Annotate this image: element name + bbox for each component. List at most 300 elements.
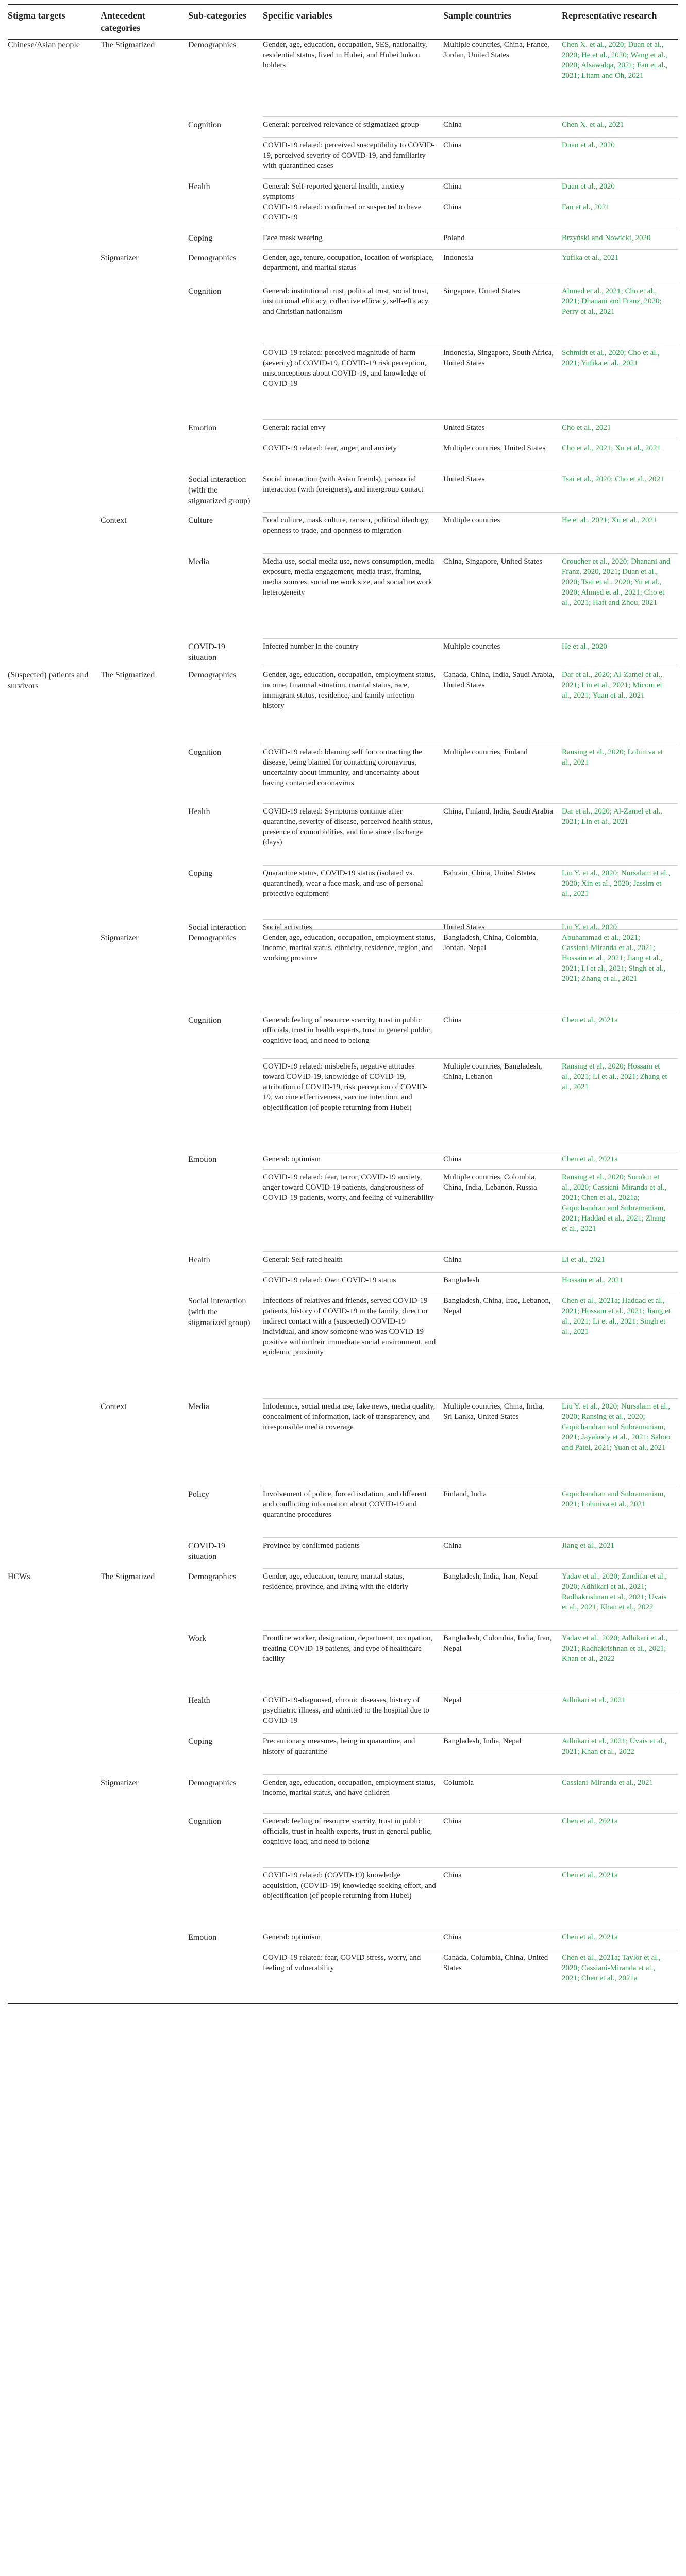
cell-antecedent-category [101,1870,188,1901]
header-sample-countries: Sample countries [443,10,512,21]
cell-representative-research[interactable]: Chen et al., 2021a; Haddad et al., 2021; Hossain et al., 2021; Jiang et al., 2021; Li et al., 2021; Singh et al., 2021 [562,1297,671,1336]
cell-sample-countries: Columbia [443,1778,474,1787]
cell-stigma-target [8,252,101,273]
cell-sample-countries: Bangladesh, India, Iran, Nepal [443,1572,538,1581]
cell-stigma-target [8,1296,101,1358]
row-divider [263,137,678,138]
cell-antecedent-category: Stigmatizer [101,1778,139,1787]
cell-specific-variables: Infected number in the country [263,642,359,651]
cell-specific-variables: COVID-19 related: Symptoms continue after quarantine, severity of disease, perceived health status, presence of comorbidities, and time since discharge (days) [263,807,433,846]
cell-antecedent-category [101,233,188,244]
row-divider [263,553,678,554]
cell-antecedent-category [101,922,188,933]
row-divider [263,1867,678,1868]
cell-sub-category: Social interaction (with the stigmatized group) [188,1297,250,1327]
cell-specific-variables: General: Self-rated health [263,1256,343,1264]
cell-stigma-target [8,1777,101,1798]
cell-antecedent-category: The Stigmatized [101,1572,155,1581]
cell-sample-countries: Indonesia, Singapore, South Africa, United States [443,349,554,367]
table-row [8,1489,678,1520]
cell-sub-category: Media [188,1402,209,1411]
cell-sub-category: Emotion [188,1933,217,1942]
cell-sub-category [188,1061,263,1113]
cell-sample-countries: Bahrain, China, United States [443,869,536,877]
table-row [8,1571,678,1613]
cell-sub-category [188,1172,263,1234]
cell-stigma-target: HCWs [8,1572,30,1581]
table-row [8,1540,678,1562]
cell-representative-research[interactable]: Chen et al., 2021a [562,1933,618,1941]
cell-stigma-target [8,233,101,244]
table-row [8,233,678,244]
cell-representative-research[interactable]: Duan et al., 2020 [562,141,615,149]
table-row [8,641,678,663]
cell-sample-countries: Finland, India [443,1490,487,1498]
table-row [8,443,678,453]
cell-stigma-target [8,120,101,130]
cell-sub-category: Cognition [188,1817,222,1826]
table-row [8,1061,678,1113]
cell-sub-category: Demographics [188,934,237,942]
cell-stigma-target [8,1953,101,1984]
cell-stigma-target [8,348,101,389]
cell-representative-research[interactable]: Tsai et al., 2020; Cho et al., 2021 [562,475,664,483]
cell-stigma-target [8,1870,101,1901]
cell-specific-variables: Precautionary measures, being in quarantine, and history of quarantine [263,1737,415,1756]
row-divider [263,116,678,117]
cell-specific-variables: Gender, age, education, occupation, SES, nationality, residential status, lived in Hubei, and Hubei hukou holders [263,41,427,70]
cell-stigma-target [8,1816,101,1847]
cell-sub-category: Social interaction [188,923,246,932]
cell-sub-category: Cognition [188,1016,222,1025]
cell-sub-category: Cognition [188,121,222,129]
cell-representative-research[interactable]: Chen et al., 2021a [562,1817,618,1825]
cell-sample-countries: China [443,1817,462,1825]
cell-stigma-target [8,1489,101,1520]
cell-specific-variables: General: feeling of resource scarcity, trust in public officials, trust in health experts, trust in general public, cognitive load, and need to belong [263,1817,432,1846]
cell-antecedent-category [101,1540,188,1562]
table-row [8,1401,678,1453]
cell-specific-variables: Gender, age, education, occupation, employment status, income, marital status, ethnicity, residence, region, and working province [263,934,436,962]
cell-sample-countries: Multiple countries, Colombia, China, India, Lebanon, Russia [443,1173,537,1192]
cell-sample-countries: Multiple countries [443,642,500,651]
table-row [8,474,678,506]
row-divider [263,1774,678,1775]
cell-antecedent-category [101,1736,188,1757]
cell-stigma-target: Chinese/Asian people [8,41,80,49]
cell-specific-variables: Face mask wearing [263,234,323,242]
cell-stigma-target [8,806,101,848]
table-row [8,933,678,984]
cell-antecedent-category: Stigmatizer [101,934,139,942]
table-row [8,1633,678,1664]
row-divider [263,1537,678,1538]
cell-sub-category [188,140,263,171]
cell-antecedent-category: Context [101,516,127,525]
cell-stigma-target [8,556,101,608]
cell-specific-variables: General: Self-reported general health, anxiety symptoms [263,182,405,201]
cell-stigma-target [8,1633,101,1664]
cell-representative-research[interactable]: Yadav et al., 2020; Zandifar et al., 2020; Adhikari et al., 2021; Radhakrishnan et al., 2021; Uvais et al., 2021; Khan et al., 2022 [562,1572,667,1612]
cell-specific-variables: Social activities [263,923,312,931]
table-row [8,1255,678,1265]
cell-sub-category [188,443,263,453]
cell-specific-variables: COVID-19 related: (COVID-19) knowledge acquisition, (COVID-19) knowledge seeking effort, and objectification (of people returning from Hubei) [263,1871,436,1900]
cell-specific-variables: COVID-19 related: confirmed or suspected to have COVID-19 [263,203,422,222]
cell-antecedent-category [101,348,188,389]
cell-stigma-target [8,1172,101,1234]
cell-specific-variables: COVID-19 related: fear, terror, COVID-19 anxiety, anger toward COVID-19 patients, dangerousness of COVID-19 patients, worry, and feeling of vulnerability [263,1173,434,1202]
cell-sub-category: COVID-19 situation [188,1541,225,1561]
cell-stigma-target [8,933,101,984]
cell-sub-category: Coping [188,869,213,878]
cell-sub-category: Health [188,807,210,816]
cell-sub-category [188,1870,263,1901]
cell-specific-variables: COVID-19 related: misbeliefs, negative attitudes toward COVID-19, knowledge of COVID-19, attribution of COVID-19, risk perception of COVID-19, vaccine effectiveness, vaccine intention, and objectification (of people returning from Hubei) [263,1062,428,1112]
cell-specific-variables: General: institutional trust, political trust, social trust, institutional efficacy, collective efficacy, self-efficacy, and Christian nationalism [263,287,430,316]
cell-sample-countries: China [443,203,462,211]
table-row [8,40,678,81]
table-row [8,1816,678,1847]
row-divider [263,512,678,513]
cell-representative-research[interactable]: Li et al., 2021 [562,1256,605,1264]
cell-specific-variables: Involvement of police, forced isolation, and different and conflicting information about COVID-19 and quarantine procedures [263,1490,427,1519]
cell-sample-countries: Singapore, United States [443,287,520,295]
cell-specific-variables: Gender, age, education, occupation, employment status, income, financial situation, marital status, race, immigrant status, residence, and family infection history [263,671,436,710]
cell-specific-variables: Gender, age, education, tenure, marital status, residence, province, and living with the elderly [263,1572,409,1591]
cell-specific-variables: COVID-19 related: fear, COVID stress, worry, and feeling of vulnerability [263,1954,421,1972]
cell-sample-countries: Multiple countries, Bangladesh, China, Lebanon [443,1062,542,1081]
cell-sub-category: Demographics [188,671,237,680]
cell-antecedent-category [101,1015,188,1046]
table-row [8,1953,678,1984]
row-divider [263,865,678,866]
table-row [8,202,678,223]
cell-stigma-target [8,1275,101,1285]
table-row [8,556,678,608]
table-body [8,40,678,2576]
cell-stigma-target [8,868,101,899]
cell-sample-countries: Poland [443,234,465,242]
cell-sample-countries: China [443,1871,462,1879]
header-stigma-targets: Stigma targets [8,10,65,21]
cell-representative-research[interactable]: Cho et al., 2021; Xu et al., 2021 [562,444,661,452]
cell-sub-category: Health [188,182,210,191]
row-divider [263,1813,678,1814]
cell-sample-countries: Bangladesh, China, Colombia, Jordan, Nepal [443,934,538,952]
cell-specific-variables: COVID-19 related: Own COVID-19 status [263,1276,396,1284]
cell-antecedent-category [101,747,188,788]
cell-representative-research[interactable]: Schmidt et al., 2020; Cho et al., 2021; Yufika et al., 2021 [562,349,660,367]
cell-specific-variables: COVID-19 related: perceived magnitude of harm (severity) of COVID-19, COVID-19 risk perception, misconceptions about COVID-19, and knowledge of COVID-19 [263,349,427,388]
row-divider [263,1568,678,1569]
cell-specific-variables: General: racial envy [263,423,326,432]
cell-sample-countries: China, Finland, India, Saudi Arabia [443,807,553,816]
cell-antecedent-category [101,1154,188,1165]
cell-representative-research[interactable]: Duan et al., 2020 [562,182,615,191]
table-row [8,922,678,933]
cell-representative-research[interactable]: He et al., 2020 [562,642,607,651]
cell-antecedent-category [101,286,188,317]
cell-sample-countries: Indonesia [443,253,474,262]
row-divider [263,249,678,250]
cell-antecedent-category [101,1296,188,1358]
cell-stigma-target [8,1255,101,1265]
cell-antecedent-category [101,1633,188,1664]
cell-specific-variables: Food culture, mask culture, racism, political ideology, openness to trade, and openness to migration [263,516,430,535]
row-divider [263,929,678,930]
cell-sample-countries: China [443,1256,462,1264]
cell-sub-category: Coping [188,234,213,243]
row-divider [263,1733,678,1734]
cell-sample-countries: China [443,1016,462,1024]
cell-specific-variables: Quarantine status, COVID-19 status (isolated vs. quarantined), wear a face mask, and use of personal protective equipment [263,869,423,898]
cell-representative-research[interactable]: Ahmed et al., 2021; Cho et al., 2021; Dhanani and Franz, 2020; Perry et al., 2021 [562,287,662,316]
cell-representative-research[interactable]: Croucher et al., 2020; Dhanani and Franz, 2020, 2021; Duan et al., 2020; Tsai et al., 2020; Yu et al., 2020; Ahmed et al., 2021; Cho et al., 2021; Haft and Zhou, 2021 [562,557,671,607]
cell-representative-research[interactable]: Yadav et al., 2020; Adhikari et al., 2021; Radhakrishnan et al., 2021; Khan et al., 2022 [562,1634,668,1663]
cell-sub-category: COVID-19 situation [188,642,225,662]
cell-sample-countries: China [443,182,462,191]
bottom-rule [8,2003,678,2004]
table-row [8,1777,678,1798]
row-divider [263,1272,678,1273]
cell-antecedent-category [101,1061,188,1113]
cell-stigma-target [8,515,101,536]
cell-representative-research[interactable]: Liu Y. et al., 2020; Nursalam et al., 2020; Xin et al., 2020; Jassim et al., 2021 [562,869,670,898]
cell-sample-countries: Bangladesh, Colombia, India, Iran, Nepal [443,1634,552,1653]
cell-sample-countries: Multiple countries, United States [443,444,546,452]
cell-antecedent-category [101,641,188,663]
cell-sample-countries: China [443,1155,462,1163]
cell-sub-category: Work [188,1634,207,1643]
cell-specific-variables: COVID-19 related: fear, anger, and anxiety [263,444,397,452]
cell-representative-research[interactable]: Liu Y. et al., 2020 [562,923,617,931]
row-divider [263,419,678,420]
cell-sample-countries: China [443,1541,462,1550]
cell-sample-countries: Bangladesh, China, Iraq, Lebanon, Nepal [443,1297,551,1315]
cell-representative-research[interactable]: Fan et al., 2021 [562,203,610,211]
cell-stigma-target: (Suspected) patients and survivors [8,671,89,690]
cell-antecedent-category [101,422,188,433]
header-sub-categories: Sub-categories [188,10,246,21]
cell-sub-category: Cognition [188,748,222,757]
cell-representative-research[interactable]: Abuhammad et al., 2021; Cassiani-Miranda et al., 2021; Hossain et al., 2021; Jiang et al., 2021; Li et al., 2021; Singh et al., 2021; Zhang et al., 2021 [562,934,666,983]
cell-representative-research[interactable]: He et al., 2021; Xu et al., 2021 [562,516,657,524]
cell-sub-category: Health [188,1256,210,1264]
cell-sample-countries: China [443,141,462,149]
cell-sub-category: Cognition [188,287,222,296]
table-row [8,1870,678,1901]
cell-antecedent-category [101,1953,188,1984]
cell-representative-research[interactable]: Dar et al., 2020; Al-Zamel et al., 2021; Lin et al., 2021; Miconi et al., 2021; Yuan et al., 2021 [562,671,662,700]
cell-representative-research[interactable]: Dar et al., 2020; Al-Zamel et al., 2021; Lin et al., 2021 [562,807,662,826]
cell-sub-category: Policy [188,1490,209,1499]
cell-sample-countries: China, Singapore, United States [443,557,543,566]
cell-sub-category: Culture [188,516,213,525]
cell-representative-research[interactable]: Yufika et al., 2021 [562,253,619,262]
table-row [8,1932,678,1943]
table-row [8,747,678,788]
cell-stigma-target [8,1932,101,1943]
cell-sample-countries: China [443,121,462,129]
cell-sub-category: Social interaction (with the stigmatized group) [188,475,250,505]
cell-stigma-target [8,286,101,317]
cell-representative-research[interactable]: Chen X. et al., 2021 [562,121,624,129]
cell-sub-category: Demographics [188,41,237,49]
header-specific-variables: Specific variables [263,10,332,21]
cell-representative-research[interactable]: Cho et al., 2021 [562,423,611,432]
cell-antecedent-category [101,120,188,130]
cell-antecedent-category [101,1816,188,1847]
row-divider [263,1169,678,1170]
cell-sample-countries: Multiple countries, China, India, Sri Lanka, United States [443,1402,544,1421]
cell-antecedent-category [101,1932,188,1943]
cell-antecedent-category [101,140,188,171]
cell-sample-countries: United States [443,923,485,931]
table-row [8,1736,678,1757]
cell-stigma-target [8,922,101,933]
cell-representative-research[interactable]: Chen et al., 2021a [562,1155,618,1163]
cell-specific-variables: General: feeling of resource scarcity, trust in public officials, trust in health experts, trust in general public, cognitive load, and need to belong [263,1016,432,1045]
cell-antecedent-category [101,443,188,453]
table-row [8,286,678,317]
table-row [8,120,678,130]
row-divider [263,1058,678,1059]
cell-representative-research[interactable]: Ransing et al., 2020; Lohiniva et al., 2021 [562,748,663,767]
cell-stigma-target [8,1015,101,1046]
cell-antecedent-category [101,1489,188,1520]
table-row [8,1296,678,1358]
cell-specific-variables: COVID-19-diagnosed, chronic diseases, history of psychiatric illness, and admitted to the hospital due to COVID-19 [263,1696,429,1725]
cell-stigma-target [8,1061,101,1113]
cell-stigma-target [8,422,101,433]
cell-sample-countries: Nepal [443,1696,462,1704]
cell-antecedent-category [101,1695,188,1726]
cell-sample-countries: Canada, Columbia, China, United States [443,1954,548,1972]
table-row [8,1172,678,1234]
cell-sub-category [188,1953,263,1984]
cell-specific-variables: Gender, age, education, occupation, employment status, income, marital status, and have children [263,1778,436,1797]
cell-representative-research[interactable]: Gopichandran and Subramaniam, 2021; Lohiniva et al., 2021 [562,1490,666,1509]
cell-specific-variables: Media use, social media use, news consumption, media exposure, media engagement, media trust, framing, media sources, social network size, and social network heterogeneity [263,557,434,597]
cell-sample-countries: Multiple countries, China, France, Jordan, United States [443,41,549,59]
cell-sub-category: Demographics [188,1778,237,1787]
cell-representative-research[interactable]: Liu Y. et al., 2020; Nursalam et al., 2020; Ransing et al., 2020; Gopichandran and Subramaniam, 2021; Jayakody et al., 2021; Sahoo and Patel, 2021; Yuan et al., 2021 [562,1402,671,1452]
cell-stigma-target [8,202,101,223]
cell-representative-research[interactable]: Hossain et al., 2021 [562,1276,623,1284]
row-divider [263,919,678,920]
cell-stigma-target [8,1695,101,1726]
cell-sample-countries: United States [443,423,485,432]
cell-stigma-target [8,747,101,788]
cell-antecedent-category [101,1275,188,1285]
row-divider [263,803,678,804]
cell-specific-variables: General: perceived relevance of stigmatized group [263,121,419,129]
cell-representative-research[interactable]: Adhikari et al., 2021 [562,1696,626,1704]
cell-antecedent-category [101,1255,188,1265]
cell-sample-countries: Bangladesh [443,1276,479,1284]
table-row [8,515,678,536]
cell-representative-research[interactable]: Ransing et al., 2020; Hossain et al., 2021; Li et al., 2021; Zhang et al., 2021 [562,1062,667,1091]
cell-representative-research[interactable]: Jiang et al., 2021 [562,1541,615,1550]
table-row [8,422,678,433]
cell-sample-countries: China [443,1933,462,1941]
cell-representative-research[interactable]: Ransing et al., 2020; Sorokin et al., 2020; Cassiani-Miranda et al., 2021; Chen et al., 2021a; Gopichandran and Subramaniam, 2021; Haddad et al., 2021; Zhang et al., 2021 [562,1173,667,1233]
cell-sub-category: Health [188,1696,210,1705]
cell-representative-research[interactable]: Cassiani-Miranda et al., 2021 [562,1778,654,1787]
cell-specific-variables: Infections of relatives and friends, served COVID-19 patients, history of COVID-19 in the family, direct or indirect contact with a (suspected) COVID-19 individual, and know someone who was COVID-19 positive within their immediate social environment, and epidemic proximity [263,1297,436,1357]
row-divider [263,178,678,179]
table-row [8,1275,678,1285]
cell-representative-research[interactable]: Chen et al., 2021a [562,1016,618,1024]
table-row [8,1154,678,1165]
cell-representative-research[interactable]: Chen et al., 2021a; Taylor et al., 2020; Cassiani-Miranda et al., 2021; Chen et al., 2021a [562,1954,661,1982]
cell-specific-variables: Infodemics, social media use, fake news, media quality, concealment of information, lack of transparency, and irresponsible media coverage [263,1402,436,1431]
cell-antecedent-category: The Stigmatized [101,41,155,49]
header-representative-research: Representative research [562,10,657,21]
cell-specific-variables: Province by confirmed patients [263,1541,360,1550]
cell-stigma-target [8,474,101,506]
cell-stigma-target [8,181,101,202]
cell-antecedent-category [101,202,188,223]
cell-sample-countries: Canada, China, India, Saudi Arabia, United States [443,671,555,689]
cell-stigma-target [8,140,101,171]
cell-sub-category: Emotion [188,423,217,432]
table-row [8,1695,678,1726]
cell-specific-variables: COVID-19 related: blaming self for contracting the disease, being blamed for contacting coronavirus, uncertainty about immunity, and uncertainty about having contacted coronavirus [263,748,423,787]
cell-specific-variables: General: optimism [263,1155,321,1163]
cell-sample-countries: United States [443,475,485,483]
row-divider [263,1251,678,1252]
cell-sub-category [188,1275,263,1285]
cell-antecedent-category [101,806,188,848]
cell-antecedent-category [101,474,188,506]
cell-stigma-target [8,1401,101,1453]
cell-sample-countries: Bangladesh, India, Nepal [443,1737,522,1745]
cell-representative-research[interactable]: Adhikari et al., 2021; Uvais et al., 2021; Khan et al., 2022 [562,1737,667,1756]
cell-antecedent-category [101,868,188,899]
cell-sub-category: Demographics [188,1572,237,1581]
cell-representative-research[interactable]: Chen et al., 2021a [562,1871,618,1879]
cell-sub-category: Emotion [188,1155,217,1164]
cell-specific-variables: COVID-19 related: perceived susceptibility to COVID-19, perceived severity of COVID-19, and familiarity with quarantined cases [263,141,435,170]
cell-antecedent-category: Stigmatizer [101,253,139,262]
cell-sub-category: Media [188,557,209,566]
cell-sample-countries: Multiple countries, Finland [443,748,528,756]
table-row [8,348,678,389]
cell-antecedent-category [101,556,188,608]
cell-representative-research[interactable]: Brzyński and Nowicki, 2020 [562,234,651,242]
cell-representative-research[interactable]: Chen X. et al., 2020; Duan et al., 2020; He et al., 2020; Wang et al., 2020; Alsawalqa, 2021; Fan et al., 2021; Litam and Oh, 2021 [562,41,667,80]
cell-stigma-target [8,1540,101,1562]
table-row [8,670,678,711]
cell-specific-variables: Gender, age, tenure, occupation, location of workplace, department, and marital status [263,253,434,272]
table-row [8,806,678,848]
cell-stigma-target [8,443,101,453]
cell-antecedent-category [101,181,188,202]
row-divider [263,1398,678,1399]
cell-sub-category: Demographics [188,253,237,262]
row-divider [263,1630,678,1631]
table-row [8,252,678,273]
antecedents-table [8,4,678,2576]
cell-stigma-target [8,1154,101,1165]
table-row [8,1015,678,1046]
table-header [8,5,678,40]
table-row [8,140,678,171]
cell-specific-variables: General: optimism [263,1933,321,1941]
cell-antecedent-category: Context [101,1402,127,1411]
